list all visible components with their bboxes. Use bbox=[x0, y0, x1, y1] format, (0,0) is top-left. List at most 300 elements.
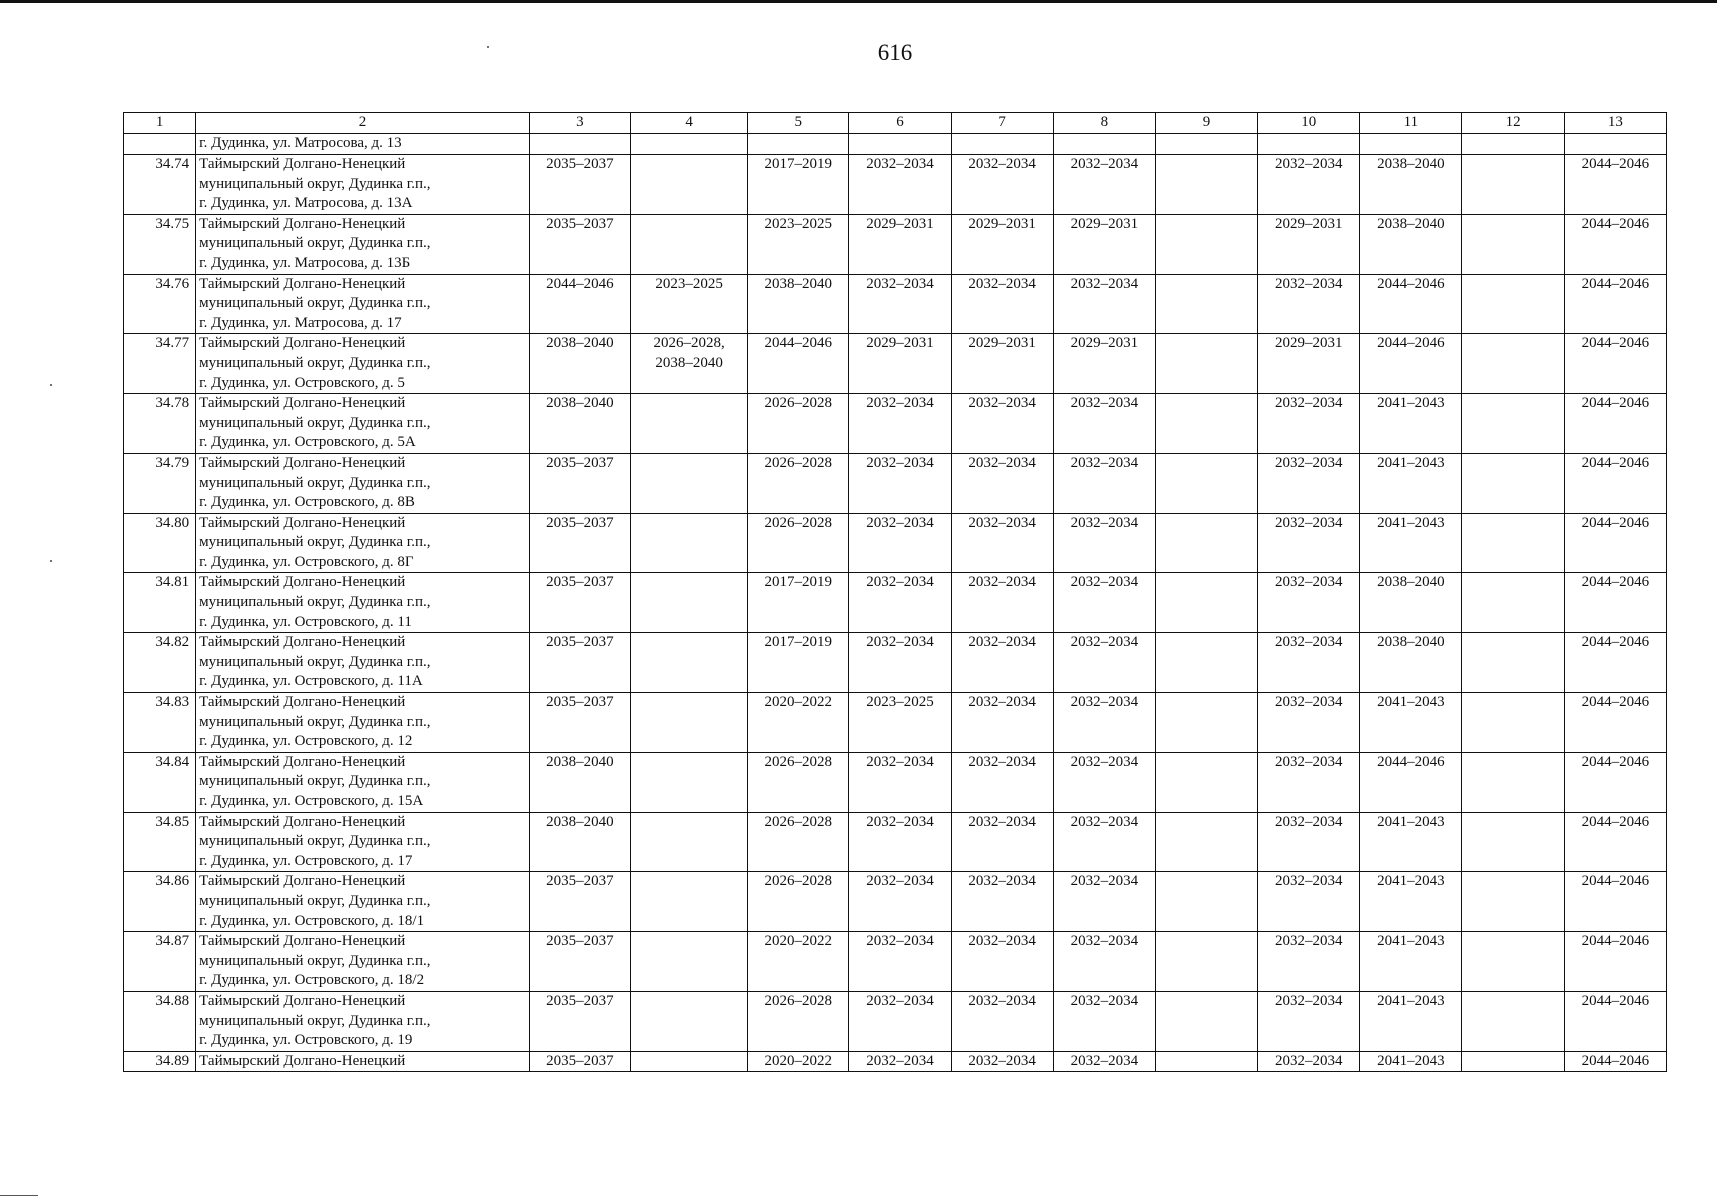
cell-c9 bbox=[1155, 633, 1257, 693]
address-line: муниципальный округ, Дудинка г.п., bbox=[199, 414, 431, 431]
cell-c11: 2038–2040 bbox=[1360, 633, 1462, 693]
cell-c6: 2032–2034 bbox=[849, 752, 951, 812]
cell-empty bbox=[849, 134, 951, 155]
address-line: г. Дудинка, ул. Матросова, д. 13А bbox=[199, 195, 413, 212]
cell-c7: 2032–2034 bbox=[951, 394, 1053, 454]
cell-c13: 2044–2046 bbox=[1564, 274, 1666, 334]
cell-c11: 2041–2043 bbox=[1360, 872, 1462, 932]
cell-c5: 2026–2028 bbox=[748, 752, 849, 812]
cell-c3: 2038–2040 bbox=[529, 812, 630, 872]
cell-c11: 2038–2040 bbox=[1360, 214, 1462, 274]
cell-c10: 2032–2034 bbox=[1258, 932, 1360, 992]
cell-c5: 2017–2019 bbox=[748, 155, 849, 215]
cell-c10: 2032–2034 bbox=[1258, 513, 1360, 573]
cell-empty bbox=[1155, 134, 1257, 155]
table-row bbox=[124, 513, 1667, 573]
cell-c7: 2032–2034 bbox=[951, 812, 1053, 872]
address-line: муниципальный округ, Дудинка г.п., bbox=[199, 773, 431, 790]
cell-c13: 2044–2046 bbox=[1564, 752, 1666, 812]
cell-c7: 2029–2031 bbox=[951, 334, 1053, 394]
cell-c11: 2041–2043 bbox=[1360, 991, 1462, 1051]
cell-c8: 2032–2034 bbox=[1053, 513, 1155, 573]
cell-c9 bbox=[1155, 872, 1257, 932]
table-row bbox=[124, 633, 1667, 693]
cell-c9 bbox=[1155, 752, 1257, 812]
cell-c7: 2032–2034 bbox=[951, 573, 1053, 633]
column-header: 8 bbox=[1053, 113, 1155, 134]
cell-c8: 2032–2034 bbox=[1053, 752, 1155, 812]
address-line: г. Дудинка, ул. Островского, д. 18/2 bbox=[199, 972, 425, 989]
cell-empty bbox=[748, 134, 849, 155]
address-line: Таймырский Долгано-Ненецкий bbox=[199, 933, 406, 950]
scan-speck bbox=[50, 384, 52, 386]
cell-c5: 2026–2028 bbox=[748, 513, 849, 573]
cell-c11: 2044–2046 bbox=[1360, 274, 1462, 334]
cell-c3: 2038–2040 bbox=[529, 334, 630, 394]
cell-c12 bbox=[1462, 155, 1564, 215]
address-line: Таймырский Долгано-Ненецкий bbox=[199, 215, 406, 232]
cell-c7: 2032–2034 bbox=[951, 693, 1053, 753]
address-line: г. Дудинка, ул. Островского, д. 12 bbox=[199, 733, 413, 750]
cell-c6: 2032–2034 bbox=[849, 872, 951, 932]
cell-c9 bbox=[1155, 453, 1257, 513]
table-row bbox=[124, 752, 1667, 812]
address-line: г. Дудинка, ул. Островского, д. 5 bbox=[199, 374, 405, 391]
column-header: 6 bbox=[849, 113, 951, 134]
column-header: 7 bbox=[951, 113, 1053, 134]
cell-c10: 2029–2031 bbox=[1258, 334, 1360, 394]
cell-num: 34.77 bbox=[124, 334, 196, 394]
cell-c6: 2029–2031 bbox=[849, 334, 951, 394]
cell-c12 bbox=[1462, 334, 1564, 394]
cell-c11: 2044–2046 bbox=[1360, 334, 1462, 394]
cell-empty bbox=[529, 134, 630, 155]
column-header: 9 bbox=[1155, 113, 1257, 134]
cell-c5: 2026–2028 bbox=[748, 872, 849, 932]
cell-empty bbox=[630, 134, 747, 155]
cell-c4 bbox=[630, 633, 747, 693]
cell-c13: 2044–2046 bbox=[1564, 812, 1666, 872]
table-row bbox=[124, 812, 1667, 872]
table-row bbox=[124, 932, 1667, 992]
cell-c4 bbox=[630, 872, 747, 932]
cell-c8: 2032–2034 bbox=[1053, 812, 1155, 872]
cell-c5: 2020–2022 bbox=[748, 932, 849, 992]
cell-c10: 2032–2034 bbox=[1258, 573, 1360, 633]
cell-c11: 2041–2043 bbox=[1360, 812, 1462, 872]
cell-address bbox=[196, 932, 530, 992]
address-line: Таймырский Долгано-Ненецкий bbox=[199, 156, 406, 172]
cell-address bbox=[196, 872, 530, 932]
cell-address: г. Дудинка, ул. Матросова, д. 13 bbox=[196, 134, 530, 155]
cell-c12 bbox=[1462, 932, 1564, 992]
address-line: муниципальный округ, Дудинка г.п., bbox=[199, 892, 431, 909]
address-line: Таймырский Долгано-Ненецкий bbox=[199, 335, 406, 352]
cell-address bbox=[196, 991, 530, 1051]
cell-c5: 2020–2022 bbox=[748, 693, 849, 753]
cell-c9 bbox=[1155, 513, 1257, 573]
cell-c8: 2029–2031 bbox=[1053, 214, 1155, 274]
continuation-row bbox=[124, 134, 1667, 155]
table-row bbox=[124, 1051, 1667, 1072]
cell-num: 34.80 bbox=[124, 513, 196, 573]
cell-c12 bbox=[1462, 812, 1564, 872]
cell-c10: 2032–2034 bbox=[1258, 394, 1360, 454]
cell-c4 bbox=[630, 991, 747, 1051]
address-line: муниципальный округ, Дудинка г.п., bbox=[199, 833, 431, 850]
address-line: г. Дудинка, ул. Островского, д. 8Г bbox=[199, 553, 414, 570]
cell-c12 bbox=[1462, 1051, 1564, 1072]
cell-address bbox=[196, 633, 530, 693]
address-line: муниципальный округ, Дудинка г.п., bbox=[199, 235, 431, 252]
cell-c6: 2032–2034 bbox=[849, 274, 951, 334]
column-header: 12 bbox=[1462, 113, 1564, 134]
cell-c13: 2044–2046 bbox=[1564, 453, 1666, 513]
cell-c9 bbox=[1155, 334, 1257, 394]
address-line: Таймырский Долгано-Ненецкий bbox=[199, 873, 406, 890]
cell-c9 bbox=[1155, 274, 1257, 334]
cell-address bbox=[196, 453, 530, 513]
cell-c8: 2032–2034 bbox=[1053, 932, 1155, 992]
cell-c12 bbox=[1462, 872, 1564, 932]
cell-c9 bbox=[1155, 812, 1257, 872]
address-line: Таймырский Долгано-Ненецкий bbox=[199, 634, 406, 651]
cell-c3: 2035–2037 bbox=[529, 633, 630, 693]
cell-c6: 2029–2031 bbox=[849, 214, 951, 274]
cell-address bbox=[196, 693, 530, 753]
header-row bbox=[124, 113, 1667, 134]
cell-c4 bbox=[630, 932, 747, 992]
cell-c3: 2035–2037 bbox=[529, 991, 630, 1051]
address-line: г. Дудинка, ул. Островского, д. 11 bbox=[199, 613, 412, 630]
table-row bbox=[124, 155, 1667, 215]
cell-c9 bbox=[1155, 991, 1257, 1051]
table-container bbox=[123, 112, 1667, 1072]
cell-c8: 2032–2034 bbox=[1053, 693, 1155, 753]
cell-c12 bbox=[1462, 752, 1564, 812]
cell-num: 34.76 bbox=[124, 274, 196, 334]
cell-c3: 2038–2040 bbox=[529, 394, 630, 454]
cell-c5: 2017–2019 bbox=[748, 633, 849, 693]
cell-c11: 2038–2040 bbox=[1360, 573, 1462, 633]
cell-c13: 2044–2046 bbox=[1564, 513, 1666, 573]
cell-empty bbox=[1360, 134, 1462, 155]
cell-c8: 2032–2034 bbox=[1053, 155, 1155, 215]
column-header: 10 bbox=[1258, 113, 1360, 134]
cell-c11: 2038–2040 bbox=[1360, 155, 1462, 215]
cell-c6: 2032–2034 bbox=[849, 394, 951, 454]
cell-c6: 2032–2034 bbox=[849, 513, 951, 573]
cell-c12 bbox=[1462, 573, 1564, 633]
cell-c13: 2044–2046 bbox=[1564, 872, 1666, 932]
table-row bbox=[124, 693, 1667, 753]
cell-c13: 2044–2046 bbox=[1564, 693, 1666, 753]
address-line: Таймырский Долгано-Ненецкий bbox=[199, 813, 406, 830]
cell-c11: 2041–2043 bbox=[1360, 453, 1462, 513]
cell-address bbox=[196, 573, 530, 633]
cell-c9 bbox=[1155, 394, 1257, 454]
address-line: г. Дудинка, ул. Матросова, д. 17 bbox=[199, 314, 402, 331]
page-number: 616 bbox=[877, 40, 913, 65]
cell-c6: 2032–2034 bbox=[849, 573, 951, 633]
cell-c12 bbox=[1462, 633, 1564, 693]
cell-c12 bbox=[1462, 214, 1564, 274]
cell-c7: 2032–2034 bbox=[951, 872, 1053, 932]
cell-c7: 2032–2034 bbox=[951, 633, 1053, 693]
cell-c11: 2044–2046 bbox=[1360, 752, 1462, 812]
cell-c3: 2035–2037 bbox=[529, 872, 630, 932]
address-line: г. Дудинка, ул. Матросова, д. 13Б bbox=[199, 254, 411, 271]
cell-c8: 2032–2034 bbox=[1053, 633, 1155, 693]
cell-c9 bbox=[1155, 693, 1257, 753]
cell-c8: 2029–2031 bbox=[1053, 334, 1155, 394]
address-line: муниципальный округ, Дудинка г.п., bbox=[199, 175, 431, 192]
address-line: муниципальный округ, Дудинка г.п., bbox=[199, 295, 431, 312]
cell-c7: 2029–2031 bbox=[951, 214, 1053, 274]
cell-c11: 2041–2043 bbox=[1360, 1051, 1462, 1072]
cell-c4 bbox=[630, 812, 747, 872]
scan-speck bbox=[50, 560, 52, 562]
column-header: 5 bbox=[748, 113, 849, 134]
cell-c3: 2035–2037 bbox=[529, 155, 630, 215]
cell-c3: 2035–2037 bbox=[529, 932, 630, 992]
cell-c6: 2032–2034 bbox=[849, 453, 951, 513]
cell-c10: 2032–2034 bbox=[1258, 812, 1360, 872]
cell-c7: 2032–2034 bbox=[951, 513, 1053, 573]
cell-c4 bbox=[630, 394, 747, 454]
cell-c5: 2026–2028 bbox=[748, 991, 849, 1051]
table-row bbox=[124, 334, 1667, 394]
cell-c8: 2032–2034 bbox=[1053, 394, 1155, 454]
cell-c5: 2023–2025 bbox=[748, 214, 849, 274]
cell-c4 bbox=[630, 334, 747, 394]
cell-c13: 2044–2046 bbox=[1564, 573, 1666, 633]
margin-dash bbox=[0, 1195, 38, 1196]
cell-num: 34.75 bbox=[124, 214, 196, 274]
column-header: 2 bbox=[196, 113, 530, 134]
cell-c10: 2032–2034 bbox=[1258, 991, 1360, 1051]
schedule-table bbox=[123, 112, 1667, 1072]
cell-c6: 2032–2034 bbox=[849, 155, 951, 215]
column-header: 3 bbox=[529, 113, 630, 134]
cell-c8: 2032–2034 bbox=[1053, 872, 1155, 932]
cell-c7: 2032–2034 bbox=[951, 1051, 1053, 1072]
cell-c6: 2032–2034 bbox=[849, 932, 951, 992]
cell-num: 34.87 bbox=[124, 932, 196, 992]
cell-line: 2026–2028, bbox=[653, 335, 725, 352]
cell-c12 bbox=[1462, 513, 1564, 573]
cell-c10: 2032–2034 bbox=[1258, 274, 1360, 334]
cell-c4 bbox=[630, 752, 747, 812]
cell-c11: 2041–2043 bbox=[1360, 394, 1462, 454]
address-line: Таймырский Долгано-Ненецкий bbox=[199, 275, 406, 292]
cell-address bbox=[196, 812, 530, 872]
cell-address bbox=[196, 155, 530, 215]
cell-c5: 2044–2046 bbox=[748, 334, 849, 394]
cell-c3: 2035–2037 bbox=[529, 693, 630, 753]
cell-num: 34.78 bbox=[124, 394, 196, 454]
cell-c3: 2035–2037 bbox=[529, 453, 630, 513]
address-line: г. Дудинка, ул. Островского, д. 8В bbox=[199, 494, 415, 511]
cell-c3: 2035–2037 bbox=[529, 573, 630, 633]
cell-c3: 2035–2037 bbox=[529, 513, 630, 573]
cell-empty bbox=[1462, 134, 1564, 155]
table-row bbox=[124, 214, 1667, 274]
cell-c6: 2023–2025 bbox=[849, 693, 951, 753]
cell-num: 34.83 bbox=[124, 693, 196, 753]
cell-c11: 2041–2043 bbox=[1360, 693, 1462, 753]
cell-c10: 2032–2034 bbox=[1258, 453, 1360, 513]
cell-c4 bbox=[630, 513, 747, 573]
table-row bbox=[124, 453, 1667, 513]
cell-c5: 2026–2028 bbox=[748, 453, 849, 513]
cell-c7: 2032–2034 bbox=[951, 274, 1053, 334]
cell-empty bbox=[951, 134, 1053, 155]
cell-c9 bbox=[1155, 932, 1257, 992]
address-line: г. Дудинка, ул. Островского, д. 5А bbox=[199, 434, 416, 451]
cell-address bbox=[196, 334, 530, 394]
cell-num: 34.81 bbox=[124, 573, 196, 633]
top-rule bbox=[0, 0, 1717, 3]
cell-c7: 2032–2034 bbox=[951, 752, 1053, 812]
cell-c4 bbox=[630, 453, 747, 513]
cell-c9 bbox=[1155, 1051, 1257, 1072]
cell-c4 bbox=[630, 693, 747, 753]
cell-c4 bbox=[630, 155, 747, 215]
cell-c13: 2044–2046 bbox=[1564, 155, 1666, 215]
cell-address bbox=[196, 214, 530, 274]
cell-num: 34.85 bbox=[124, 812, 196, 872]
cell-c8: 2032–2034 bbox=[1053, 991, 1155, 1051]
cell-c13: 2044–2046 bbox=[1564, 394, 1666, 454]
address-line: муниципальный округ, Дудинка г.п., bbox=[199, 952, 431, 969]
address-line: муниципальный округ, Дудинка г.п., bbox=[199, 594, 431, 611]
address-line: Таймырский Долгано-Ненецкий bbox=[199, 574, 406, 591]
cell-address bbox=[196, 394, 530, 454]
column-header: 4 bbox=[630, 113, 747, 134]
cell-c10: 2032–2034 bbox=[1258, 752, 1360, 812]
cell-num: 34.84 bbox=[124, 752, 196, 812]
cell-c3: 2038–2040 bbox=[529, 752, 630, 812]
address-line: Таймырский Долгано-Ненецкий bbox=[199, 514, 406, 531]
address-line: Таймырский Долгано-Ненецкий bbox=[199, 454, 406, 471]
address-line: г. Дудинка, ул. Островского, д. 17 bbox=[199, 852, 413, 869]
cell-address bbox=[196, 274, 530, 334]
column-header: 13 bbox=[1564, 113, 1666, 134]
cell-c11: 2041–2043 bbox=[1360, 932, 1462, 992]
cell-c10: 2032–2034 bbox=[1258, 1051, 1360, 1072]
cell-c9 bbox=[1155, 573, 1257, 633]
table-row bbox=[124, 872, 1667, 932]
table-row bbox=[124, 394, 1667, 454]
cell-address bbox=[196, 752, 530, 812]
cell-c10: 2029–2031 bbox=[1258, 214, 1360, 274]
cell-num: 34.89 bbox=[124, 1051, 196, 1072]
cell-c7: 2032–2034 bbox=[951, 155, 1053, 215]
cell-empty bbox=[1258, 134, 1360, 155]
cell-c5: 2020–2022 bbox=[748, 1051, 849, 1072]
address-line: Таймырский Долгано-Ненецкий bbox=[199, 694, 406, 711]
cell-num: 34.88 bbox=[124, 991, 196, 1051]
cell-num: 34.74 bbox=[124, 155, 196, 215]
cell-c10: 2032–2034 bbox=[1258, 872, 1360, 932]
cell-c3: 2035–2037 bbox=[529, 214, 630, 274]
cell-c6: 2032–2034 bbox=[849, 812, 951, 872]
scan-speck bbox=[487, 46, 489, 48]
cell-c6: 2032–2034 bbox=[849, 1051, 951, 1072]
address-line: г. Дудинка, ул. Островского, д. 19 bbox=[199, 1032, 413, 1049]
address-line: муниципальный округ, Дудинка г.п., bbox=[199, 1012, 431, 1029]
cell-c5: 2026–2028 bbox=[748, 812, 849, 872]
cell-address bbox=[196, 1051, 530, 1072]
cell-c12 bbox=[1462, 693, 1564, 753]
address-line: муниципальный округ, Дудинка г.п., bbox=[199, 713, 431, 730]
cell-c13: 2044–2046 bbox=[1564, 932, 1666, 992]
address-line: Таймырский Долгано-Ненецкий bbox=[199, 395, 406, 412]
cell-c9 bbox=[1155, 155, 1257, 215]
cell-c6: 2032–2034 bbox=[849, 633, 951, 693]
table-body bbox=[124, 134, 1667, 1072]
cell-address bbox=[196, 513, 530, 573]
cell-c5: 2026–2028 bbox=[748, 394, 849, 454]
cell-c13: 2044–2046 bbox=[1564, 1051, 1666, 1072]
address-line: муниципальный округ, Дудинка г.п., bbox=[199, 474, 431, 491]
cell-c9 bbox=[1155, 214, 1257, 274]
cell-c4 bbox=[630, 1051, 747, 1072]
cell-c12 bbox=[1462, 274, 1564, 334]
cell-num: 34.82 bbox=[124, 633, 196, 693]
column-header: 1 bbox=[124, 113, 196, 134]
cell-num: 34.86 bbox=[124, 872, 196, 932]
cell-empty bbox=[1564, 134, 1666, 155]
cell-c6: 2032–2034 bbox=[849, 991, 951, 1051]
cell-c13: 2044–2046 bbox=[1564, 214, 1666, 274]
cell-num: 34.79 bbox=[124, 453, 196, 513]
address-line: г. Дудинка, ул. Островского, д. 18/1 bbox=[199, 912, 425, 929]
table-row bbox=[124, 573, 1667, 633]
cell-empty bbox=[1053, 134, 1155, 155]
cell-c10: 2032–2034 bbox=[1258, 155, 1360, 215]
table-row bbox=[124, 991, 1667, 1051]
cell-c8: 2032–2034 bbox=[1053, 573, 1155, 633]
cell-c4: 2023–2025 bbox=[630, 274, 747, 334]
cell-c7: 2032–2034 bbox=[951, 991, 1053, 1051]
address-line: муниципальный округ, Дудинка г.п., bbox=[199, 354, 431, 371]
cell-c4 bbox=[630, 214, 747, 274]
column-header: 11 bbox=[1360, 113, 1462, 134]
address-line: Таймырский Долгано-Ненецкий bbox=[199, 992, 406, 1009]
cell-c4 bbox=[630, 573, 747, 633]
cell-c13: 2044–2046 bbox=[1564, 991, 1666, 1051]
address-line: г. Дудинка, ул. Островского, д. 15А bbox=[199, 793, 424, 809]
address-line: Таймырский Долгано-Ненецкий bbox=[199, 1052, 406, 1069]
cell-line: 2038–2040 bbox=[655, 354, 723, 371]
address-line: Таймырский Долгано-Ненецкий bbox=[199, 753, 406, 770]
cell-c5: 2017–2019 bbox=[748, 573, 849, 633]
cell-c5: 2038–2040 bbox=[748, 274, 849, 334]
cell-c8: 2032–2034 bbox=[1053, 453, 1155, 513]
address-line: муниципальный округ, Дудинка г.п., bbox=[199, 653, 431, 670]
cell-c13: 2044–2046 bbox=[1564, 334, 1666, 394]
cell-c12 bbox=[1462, 453, 1564, 513]
cell-c3: 2044–2046 bbox=[529, 274, 630, 334]
cell-c7: 2032–2034 bbox=[951, 453, 1053, 513]
address-line: муниципальный округ, Дудинка г.п., bbox=[199, 534, 431, 551]
cell-c11: 2041–2043 bbox=[1360, 513, 1462, 573]
cell-c8: 2032–2034 bbox=[1053, 274, 1155, 334]
address-line: г. Дудинка, ул. Островского, д. 11А bbox=[199, 673, 423, 690]
cell-c13: 2044–2046 bbox=[1564, 633, 1666, 693]
